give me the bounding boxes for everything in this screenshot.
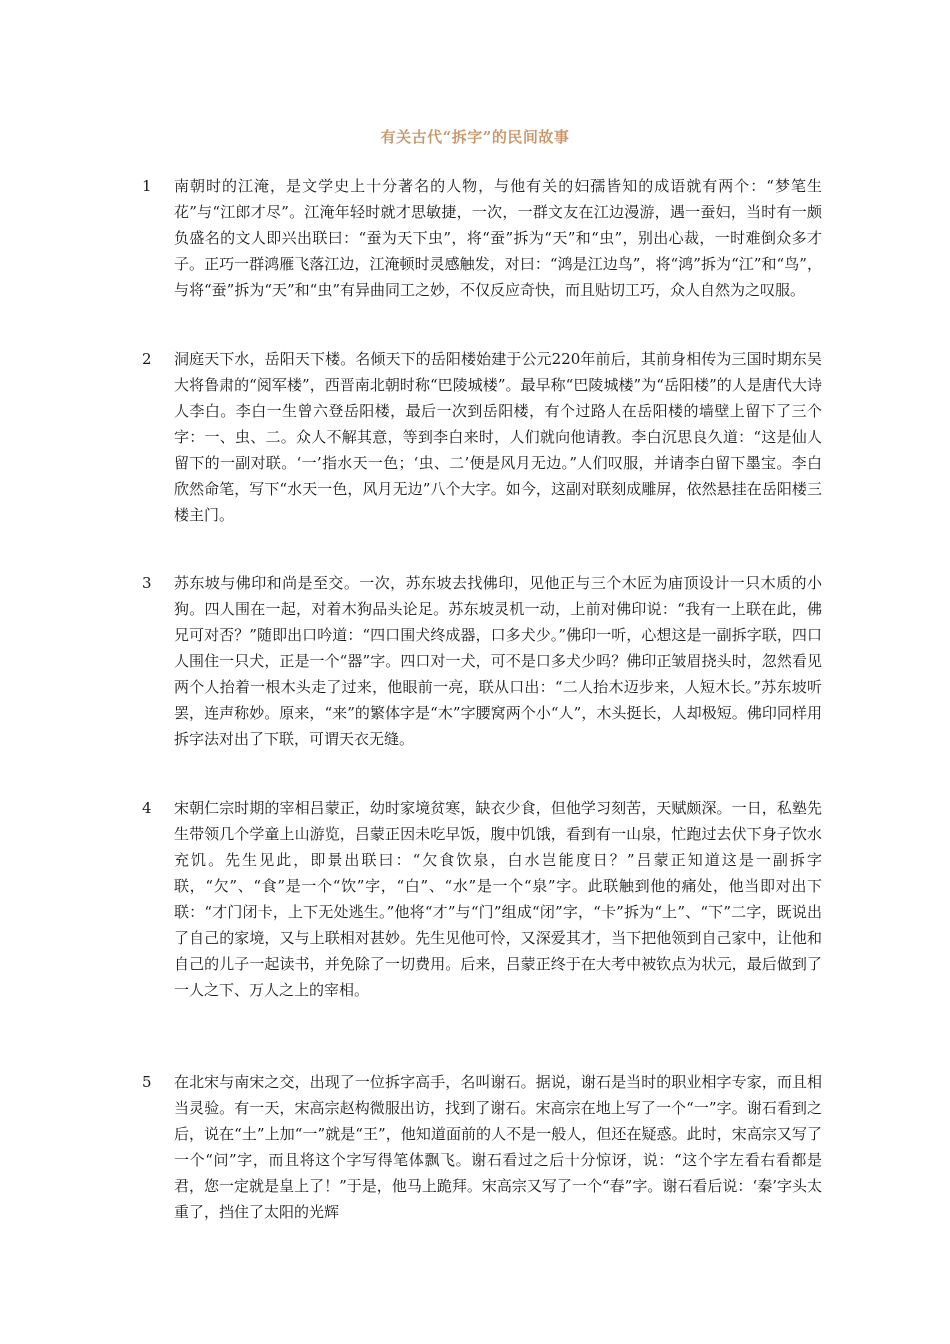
story-text: 苏东坡与佛印和尚是至交。一次，苏东坡去找佛印，见他正与三个木匠为庙顶设计一只木质的小狗。四人围在一起，对着木狗品头论足。苏东坡灵机一动，上前对佛印说：“我有一上联在此，佛兄可对否？”随即出口吟道：“四口围犬终成器，口多犬少。”佛印一听，心想这是一副拆字联，四口人围住一只犬，正是一个“器”字。四口对一犬，可不是口多犬少吗？佛印正皱眉挠头时，忽然看见两个人抬着一根木头走了过来，他眼前一亮，联从口出：“二人抬木迈步来，人短木长。”苏东坡听罢，连声称妙。原来，“来”的繁体字是“木”字腰窝两个小“人”，木头挺长，人却极短。佛印同样用拆字法对出了下联，可谓天衣无缝。 [174, 574, 822, 748]
story-number: 1 [142, 177, 152, 195]
story-paragraph [142, 570, 822, 752]
story-number: 3 [142, 574, 152, 592]
story-number: 4 [142, 799, 152, 817]
story-paragraph [142, 346, 822, 528]
story-number: 2 [142, 350, 152, 368]
story-text: 在北宋与南宋之交，出现了一位拆字高手，名叫谢石。据说，谢石是当时的职业相字专家，而且相当灵验。有一天，宋高宗赵构微服出访，找到了谢石。宋高宗在地上写了一个“一”字。谢石看到之后，说在“土”上加“一”就是“王”，他知道面前的人不是一般人，但还在疑惑。此时，宋高宗又写了一个“问”字，而且将这个字写得笔体飘飞。谢石看过之后十分惊讶，说：“这个字左看右看都是君，您一定就是皇上了！”于是，他马上跪拜。宋高宗又写了一个“春”字。谢石看后说：‘秦’字头太重了，挡住了太阳的光辉 [174, 1073, 822, 1221]
story-paragraph [142, 795, 822, 1003]
story-text: 洞庭天下水，岳阳天下楼。名倾天下的岳阳楼始建于公元220年前后，其前身相传为三国时期东吴大将鲁肃的“阅军楼”，西晋南北朝时称“巴陵城楼”。最早称“巴陵城楼”为“岳阳楼”的人是唐代大诗人李白。李白一生曾六登岳阳楼，最后一次到岳阳楼，有个过路人在岳阳楼的墙壁上留下了三个字：一、虫、二。众人不解其意，等到李白来时，人们就向他请教。李白沉思良久道：“这是仙人留下的一副对联。‘一’指水天一色；‘虫、二’便是风月无边。”人们叹服，并请李白留下墨宝。李白欣然命笔，写下“水天一色，风月无边”八个大字。如今，这副对联刻成雕屏，依然悬挂在岳阳楼三楼主门。 [174, 350, 822, 524]
story-number: 5 [142, 1073, 152, 1091]
story-paragraph [142, 173, 822, 303]
story-text: 宋朝仁宗时期的宰相吕蒙正，幼时家境贫寒，缺衣少食，但他学习刻苦，天赋颇深。一日，私塾先生带领几个学童上山游览，吕蒙正因未吃早饭，腹中饥饿，看到有一山泉，忙跑过去伏下身子饮水充饥。先生见此，即景出联曰：“欠食饮泉，白水岂能度日？”吕蒙正知道这是一副拆字联，“欠”、“食”是一个“饮”字，“白”、“水”是一个“泉”字。此联触到他的痛处，他当即对出下联：“才门闭卡，上下无处逃生。”他将“才”与“门”组成“闭”字，“卡”拆为“上”、“下”二字，既说出了自己的家境，又与上联相对甚妙。先生见他可怜，又深爱其才，当下把他领到自己家中，让他和自己的儿子一起读书，并免除了一切费用。后来，吕蒙正终于在大考中被钦点为状元，最后做到了一人之下、万人之上的宰相。 [174, 799, 822, 999]
story-text: 南朝时的江淹，是文学史上十分著名的人物，与他有关的妇孺皆知的成语就有两个：“梦笔生花”与“江郎才尽”。江淹年轻时就才思敏捷，一次，一群文友在江边漫游，遇一蚕妇，当时有一颇负盛名的文人即兴出联曰：“蚕为天下虫”，将“蚕”拆为“天”和“虫”，别出心裁，一时难倒众多才子。正巧一群鸿雁飞落江边，江淹顿时灵感触发，对曰：“鸿是江边鸟”，将“鸿”拆为“江”和“鸟”，与将“蚕”拆为“天”和“虫”有异曲同工之妙，不仅反应奇快，而且贴切工巧，众人自然为之叹服。 [174, 177, 822, 299]
document-title: 有关古代“拆字”的民间故事 [380, 128, 570, 146]
story-paragraph [142, 1069, 822, 1225]
